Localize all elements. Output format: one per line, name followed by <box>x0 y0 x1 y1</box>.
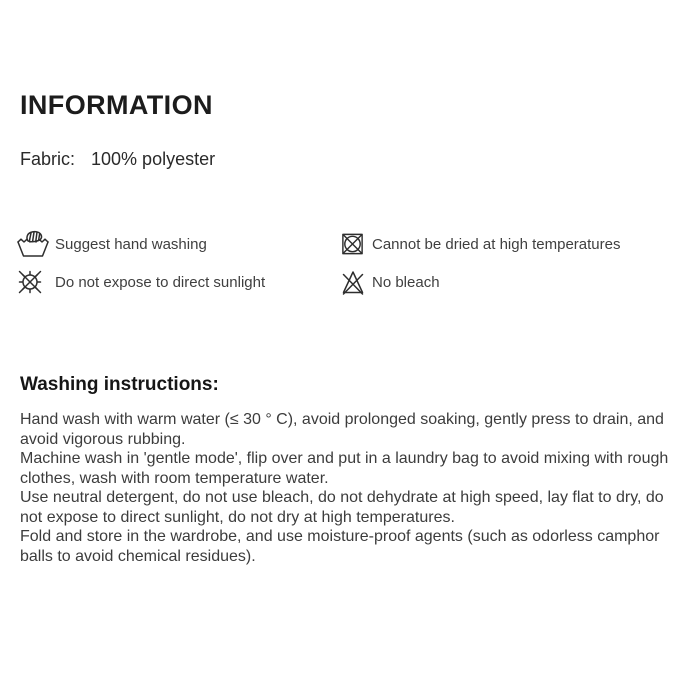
washing-paragraph: Hand wash with warm water (≤ 30 ° C), avoid prolonged soaking, gently press to drain, and avoid vigorous rubbing. <box>20 411 664 448</box>
care-label: Do not expose to direct sunlight <box>55 273 266 291</box>
washing-paragraph: Use neutral detergent, do not use bleach, do not dehydrate at high speed, lay flat to dry, do not expose to direct sunlight, do not dry at high temperatures. <box>20 489 664 526</box>
fabric-value: 100% polyester <box>91 149 216 169</box>
care-item-no-tumble-dry <box>340 229 688 259</box>
washing-paragraph: Fold and store in the wardrobe, and use moisture-proof agents (such as odorless camphor balls to avoid chemical residues). <box>20 528 660 565</box>
care-item-no-bleach <box>340 267 688 297</box>
care-item-hand-wash <box>16 229 340 259</box>
washing-paragraph: Machine wash in 'gentle mode', flip over and put in a laundry bag to avoid mixing with rough clothes, wash with room temperature water. <box>20 450 669 487</box>
washing-instructions-heading: Washing instructions: <box>20 374 219 395</box>
page-title: INFORMATION <box>20 90 213 120</box>
care-label: Suggest hand washing <box>55 235 207 253</box>
fabric-line <box>20 149 215 170</box>
care-item-no-sunlight <box>16 267 340 297</box>
no-bleach-icon <box>340 269 372 295</box>
hand-wash-icon <box>16 229 55 259</box>
care-label: No bleach <box>372 273 440 291</box>
care-symbols-grid <box>16 229 688 297</box>
no-tumble-dry-icon <box>340 231 372 257</box>
fabric-label: Fabric: <box>20 149 76 169</box>
washing-instructions-body <box>20 410 682 566</box>
care-label: Cannot be dried at high temperatures <box>372 235 621 253</box>
no-sunlight-icon <box>16 268 55 296</box>
